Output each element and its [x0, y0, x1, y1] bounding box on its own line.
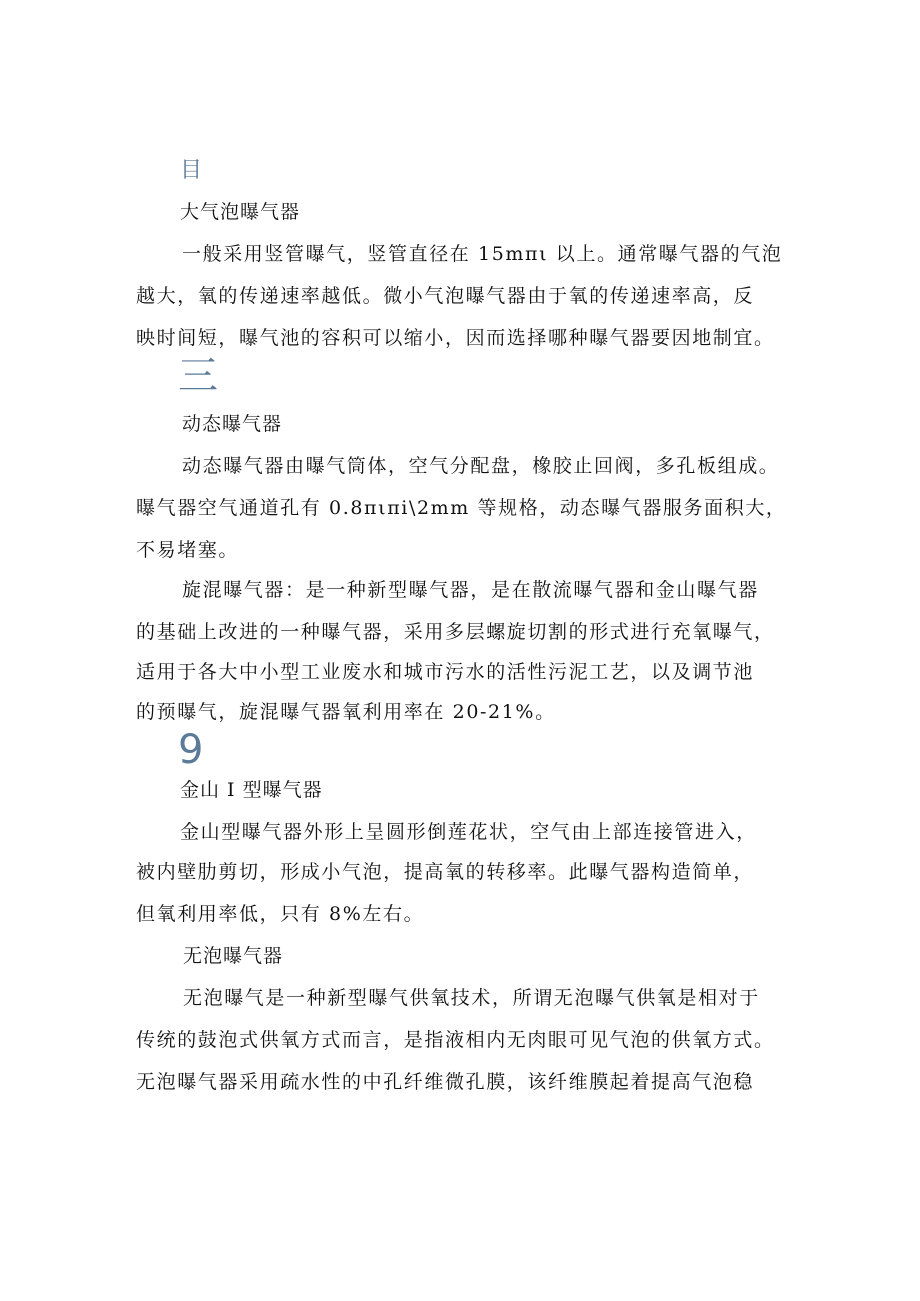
section-title: 动态曝气器 [182, 413, 283, 435]
section-title: 大气泡曝气器 [180, 201, 301, 223]
paragraph-line: 曝气器空气通道孔有 0.8πιπi\2mm 等规格，动态曝气器服务面积大， [136, 497, 787, 519]
paragraph-line: 越大，氧的传递速率越低。微小气泡曝气器由于氧的传递速率高，反 [136, 285, 755, 307]
section-marker: 三 [178, 353, 218, 399]
paragraph-line: 但氧利用率低，只有 8%左右。 [136, 903, 425, 925]
paragraph-line: 无泡曝气是一种新型曝气供氧技术，所谓无泡曝气供氧是相对于 [183, 987, 760, 1009]
paragraph-line: 适用于各大中小型工业废水和城市污水的活性污泥工艺，以及调节池 [136, 661, 755, 683]
paragraph-line: 无泡曝气器采用疏水性的中孔纤维微孔膜，该纤维膜起着提高气泡稳 [136, 1071, 755, 1093]
paragraph-line: 动态曝气器由曝气筒体，空气分配盘，橡胶止回阀，多孔板组成。 [182, 455, 780, 477]
paragraph-line: 被内壁肋剪切，形成小气泡，提高氧的转移率。此曝气器构造简单， [136, 861, 755, 883]
paragraph-line: 传统的鼓泡式供氧方式而言，是指液相内无肉眼可见气泡的供氧方式。 [136, 1029, 775, 1051]
section-marker: 9 [178, 727, 204, 773]
section-title: 金山 I 型曝气器 [180, 779, 323, 801]
paragraph-line: 的预曝气，旋混曝气器氧利用率在 20-21%。 [136, 701, 556, 723]
paragraph-line: 映时间短，曝气池的容积可以缩小，因而选择哪种曝气器要因地制宜。 [136, 327, 775, 349]
paragraph-line: 的基础上改进的一种曝气器，采用多层螺旋切割的形式进行充氧曝气， [136, 621, 775, 643]
section-marker: 目 [180, 158, 203, 183]
section-title: 无泡曝气器 [183, 945, 284, 967]
paragraph-line: 一般采用竖管曝气，竖管直径在 15mπι 以上。通常曝气器的气泡 [182, 243, 783, 265]
paragraph-line: 不易堵塞。 [136, 539, 240, 561]
paragraph-line: 金山型曝气器外形上呈圆形倒莲花状，空气由上部连接管进入， [180, 821, 757, 843]
paragraph-line: 旋混曝气器：是一种新型曝气器，是在散流曝气器和金山曝气器 [182, 579, 759, 601]
